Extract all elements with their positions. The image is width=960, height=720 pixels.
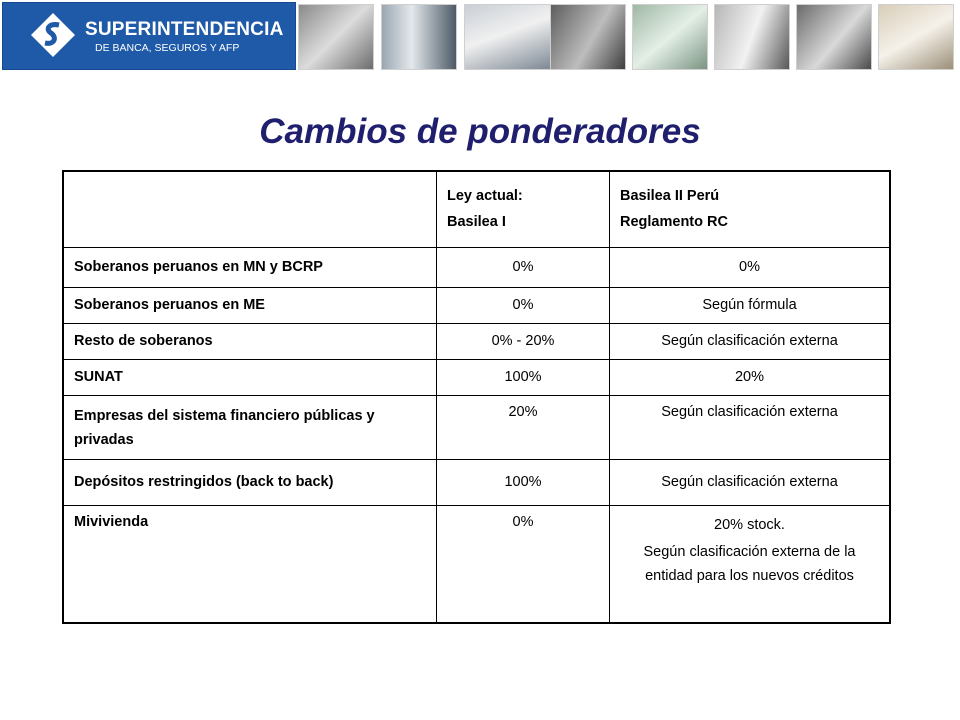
row-basilea-ii-line2: Según clasificación externa de la entidad para los nuevos créditos — [643, 543, 856, 584]
photo-money — [632, 4, 708, 70]
header-empty-cell — [63, 171, 437, 247]
photo-handshake — [796, 4, 872, 70]
header-basilea-ii — [610, 171, 891, 247]
sbs-logo — [2, 2, 296, 70]
table-header-row — [63, 171, 890, 247]
header-basilea-ii-line2: Reglamento RC — [620, 214, 728, 231]
table-row — [63, 287, 890, 323]
ponderadores-table — [62, 170, 891, 624]
row-basilea-ii: Según fórmula — [610, 287, 891, 323]
photo-calculator — [714, 4, 790, 70]
row-ley-actual: 0% — [437, 505, 610, 623]
row-label: Soberanos peruanos en MN y BCRP — [63, 247, 437, 287]
row-ley-actual: 100% — [437, 359, 610, 395]
slide-title: Cambios de ponderadores — [259, 112, 701, 151]
row-basilea-ii: Según clasificación externa — [610, 459, 891, 505]
logo-title: SUPERINTENDENCIA — [85, 19, 284, 40]
photo-writing — [878, 4, 954, 70]
photo-credit-card — [298, 4, 374, 70]
row-label: Mivivienda — [63, 505, 437, 623]
photo-meeting — [550, 4, 626, 70]
row-label: SUNAT — [63, 359, 437, 395]
row-basilea-ii — [610, 505, 891, 623]
logo-subtitle: DE BANCA, SEGUROS Y AFP — [95, 42, 240, 54]
table-row — [63, 359, 890, 395]
header-ley-actual-line2: Basilea I — [447, 214, 506, 231]
header-basilea-ii-line1: Basilea II Perú — [620, 188, 720, 205]
row-basilea-ii-line1: 20% stock. — [714, 516, 785, 533]
row-label: Soberanos peruanos en ME — [63, 287, 437, 323]
row-ley-actual: 100% — [437, 459, 610, 505]
row-basilea-ii: Según clasificación externa — [610, 395, 891, 459]
table-row — [63, 395, 890, 459]
row-label: Empresas del sistema financiero públicas y privadas — [63, 395, 437, 459]
row-ley-actual: 20% — [437, 395, 610, 459]
header-ley-actual — [437, 171, 610, 247]
header-ley-actual-line1: Ley actual: — [447, 188, 523, 205]
row-basilea-ii: 0% — [610, 247, 891, 287]
row-ley-actual: 0% — [437, 287, 610, 323]
table-row — [63, 323, 890, 359]
table-row — [63, 459, 890, 505]
row-ley-actual: 0% — [437, 247, 610, 287]
table-row — [63, 505, 890, 623]
header-banner — [0, 0, 960, 72]
table-row — [63, 247, 890, 287]
logo-diamond-icon — [29, 11, 77, 59]
row-basilea-ii: Según clasificación externa — [610, 323, 891, 359]
row-basilea-ii: 20% — [610, 359, 891, 395]
row-label: Resto de soberanos — [63, 323, 437, 359]
row-label: Depósitos restringidos (back to back) — [63, 459, 437, 505]
photo-buildings — [381, 4, 457, 70]
photo-keyboard — [464, 4, 552, 70]
row-ley-actual: 0% - 20% — [437, 323, 610, 359]
